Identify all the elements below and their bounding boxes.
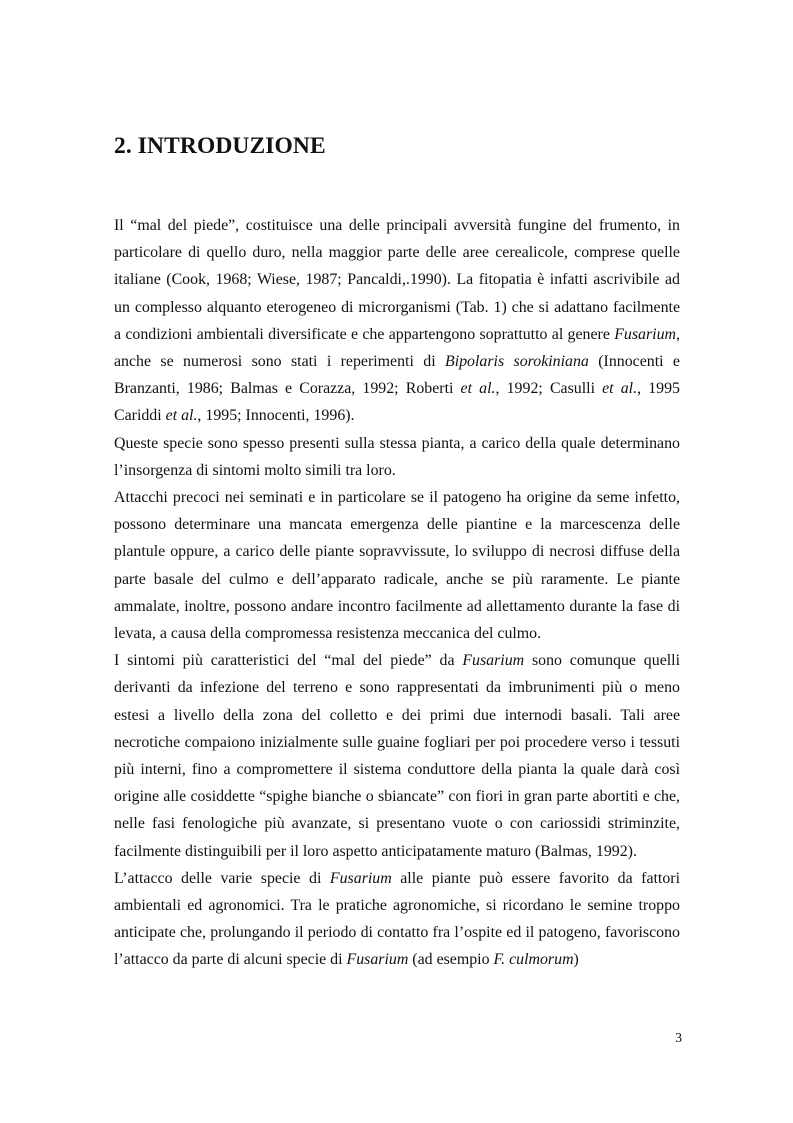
paragraph bbox=[114, 212, 680, 430]
italic-run: F. culmorum bbox=[493, 951, 574, 969]
text-run: Attacchi precoci nei seminati e in particolare se il patogeno ha origine da seme infetto, possono determinare una mancata emergenza delle piantine e la marcescenza delle plantule oppure, a carico delle piante sopravvissute, lo sviluppo di necrosi diffuse della parte basale del culmo e dell’apparato radicale, anche se più raramente. Le piante ammalate, inoltre, possono andare incontro facilmente ad allettamento durante la fase di levata, a causa della compromessa resistenza meccanica del culmo. bbox=[114, 489, 680, 643]
text-run: (ad esempio bbox=[408, 951, 494, 969]
text-run: Queste specie sono spesso presenti sulla stessa pianta, a carico della quale determinano l’insorgenza di sintomi molto simili tra loro. bbox=[114, 434, 680, 479]
paragraph bbox=[114, 430, 680, 484]
paragraph bbox=[114, 647, 680, 865]
text-run: , 1992; Casulli bbox=[495, 380, 603, 398]
text-run: , 1995 Cariddi bbox=[114, 380, 680, 425]
body-text bbox=[114, 212, 680, 974]
text-run: Il “mal del piede”, costituisce una delle principali avversità fungine del frumento, in particolare di quello duro, nella maggior parte delle aree cerealicole, comprese quelle italiane (Cook, 1968; Wiese, 1987; Pancaldi,.1990). La fitopatia è infatti ascrivibile ad un complesso alquanto eterogeneo di microrganismi (Tab. 1) che si adattano facilmente a condizioni ambientali diversificate e che appartengono soprattutto al genere bbox=[114, 217, 680, 343]
text-run: L’attacco delle varie specie di bbox=[114, 869, 330, 887]
italic-run: Bipolaris sorokiniana bbox=[444, 353, 589, 371]
paragraph bbox=[114, 484, 680, 647]
italic-run: et al. bbox=[460, 380, 496, 398]
text-run: alle piante può essere favorito da fattori ambientali ed agronomici. Tra le pratiche agronomiche, si ricordano le semine troppo anticipate che, prolungando il periodo di contatto fra l’ospite ed il patogeno, favoriscono l’attacco da parte di alcuni specie di bbox=[114, 869, 681, 969]
italic-run: et al. bbox=[165, 407, 198, 425]
italic-run: Fusarium bbox=[614, 325, 677, 343]
text-run: sono comunque quelli derivanti da infezione del terreno e sono rappresentati da imbrunimenti più o meno estesi a livello della zona del colletto e dei primi due internodi basali. Tali aree necrotiche compaiono inizialmente sulle guaine fogliari per poi procedere verso i tessuti più interni, fino a compromettere il sistema conduttore della pianta la quale darà così origine alle cosiddette “spighe bianche o sbiancate” con fiori in gran parte abortiti e che, nelle fasi fenologiche più avanzate, si presentano vuote o con cariossidi striminzite, facilmente distinguibili per il loro aspetto anticipatamente maturo (Balmas, 1992). bbox=[114, 652, 680, 860]
page-number: 3 bbox=[675, 1030, 682, 1045]
italic-run: Fusarium bbox=[346, 951, 409, 969]
text-run: , 1995; Innocenti, 1996). bbox=[197, 407, 355, 425]
italic-run: Fusarium bbox=[462, 652, 525, 670]
text-run: ) bbox=[573, 951, 579, 969]
text-run: , anche se numerosi sono stati i reperimenti di bbox=[114, 325, 680, 371]
section-heading: 2. INTRODUZIONE bbox=[114, 133, 326, 159]
text-run: I sintomi più caratteristici del “mal del piede” da bbox=[114, 652, 463, 670]
text-run: (Innocenti e Branzanti, 1986; Balmas e Corazza, 1992; Roberti bbox=[114, 353, 680, 398]
paragraph bbox=[114, 865, 680, 974]
italic-run: Fusarium bbox=[329, 869, 392, 887]
italic-run: et al. bbox=[602, 380, 638, 398]
